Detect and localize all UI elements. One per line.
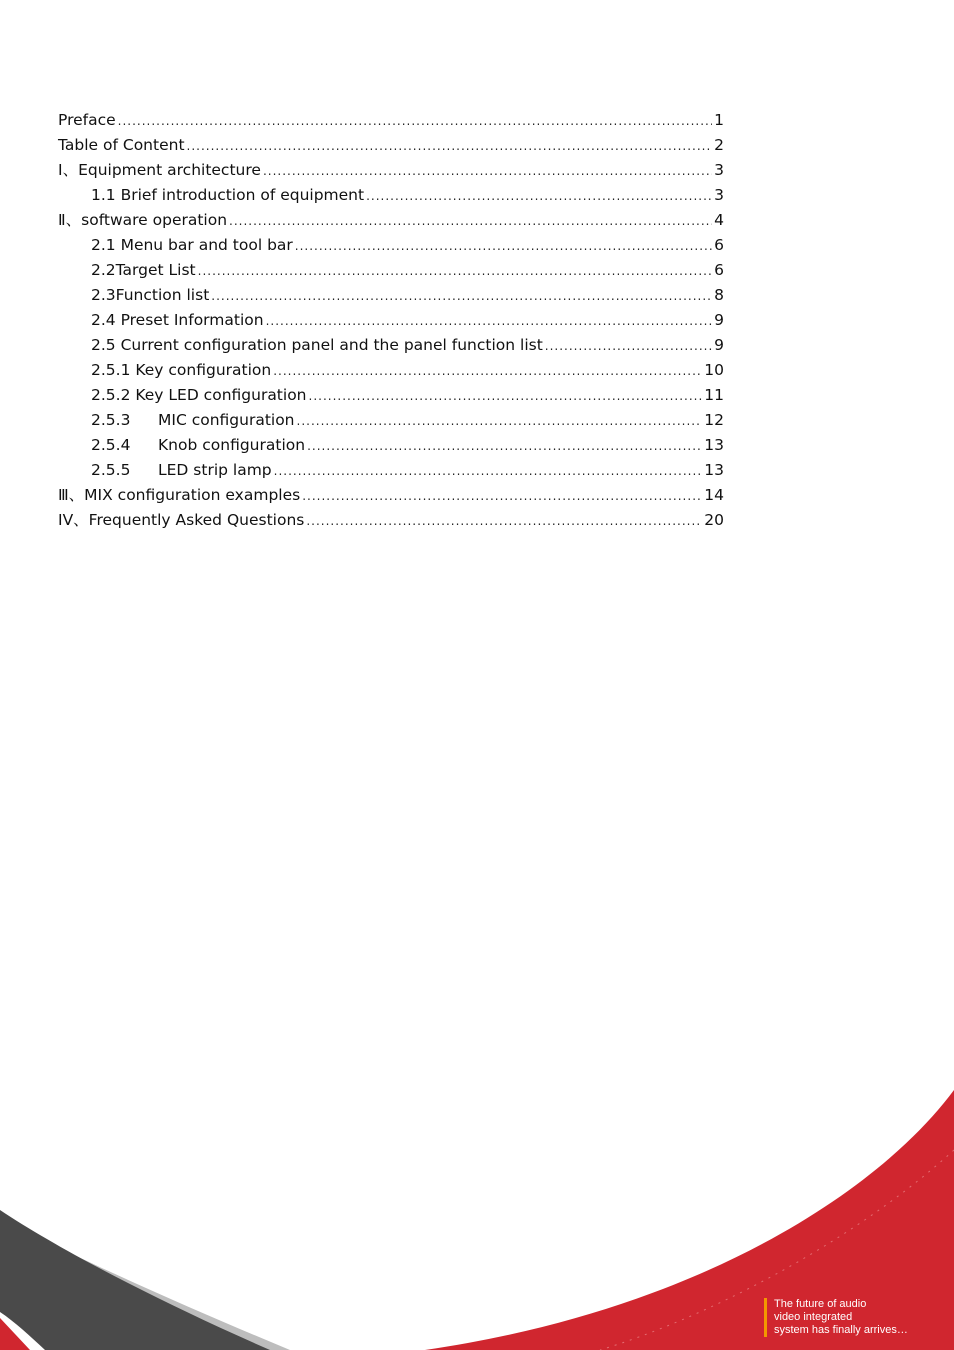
dot-leader xyxy=(266,309,713,334)
toc-label: Ⅰ、Equipment architecture xyxy=(58,161,261,179)
toc-label: 2.2Target List xyxy=(91,261,196,279)
dot-leader xyxy=(198,259,713,284)
toc-entry-equipment-architecture[interactable] xyxy=(58,158,724,183)
dot-leader xyxy=(297,409,703,434)
toc-page-number: 13 xyxy=(704,436,724,454)
toc-entry-brief-introduction[interactable] xyxy=(58,183,724,208)
dot-leader xyxy=(309,384,703,409)
toc-label xyxy=(91,408,295,433)
dot-leader xyxy=(366,184,712,209)
toc-entry-knob-configuration[interactable] xyxy=(58,433,724,458)
toc-page-number: 13 xyxy=(704,461,724,479)
toc-entry-preset-information[interactable] xyxy=(58,308,724,333)
toc-page-number: 1 xyxy=(714,111,724,129)
toc-label: 2.5.1 Key configuration xyxy=(91,361,272,379)
toc-label: 1.1 Brief introduction of equipment xyxy=(91,186,365,204)
toc-page-number: 11 xyxy=(704,386,724,404)
toc-section-number: 2.5.5 xyxy=(91,461,131,479)
toc-entry-key-led-configuration[interactable] xyxy=(58,383,724,408)
toc-label xyxy=(91,458,272,483)
dot-leader xyxy=(211,284,712,309)
toc-entry-menu-bar[interactable] xyxy=(58,233,724,258)
toc-entry-target-list[interactable] xyxy=(58,258,724,283)
toc-entry-table-of-content[interactable] xyxy=(58,133,724,158)
toc-label: 2.3Function list xyxy=(91,286,210,304)
toc-entry-software-operation[interactable] xyxy=(58,208,724,233)
toc-section-number: 2.5.4 xyxy=(91,436,131,454)
toc-label: 2.4 Preset Information xyxy=(91,311,264,329)
tagline-line-1: The future of audio xyxy=(774,1298,867,1310)
toc-page-number: 6 xyxy=(714,261,724,279)
toc-page-number: 3 xyxy=(714,186,724,204)
dot-leader xyxy=(187,134,713,159)
tagline-line-3: system has finally arrives… xyxy=(774,1324,908,1336)
toc-entry-mic-configuration[interactable] xyxy=(58,408,724,433)
toc-label: Preface xyxy=(58,111,116,129)
dot-leader xyxy=(118,109,712,134)
table-of-contents xyxy=(58,108,724,533)
toc-label-text: MIC configuration xyxy=(158,411,295,429)
dot-leader xyxy=(306,509,702,534)
toc-label: Ⅲ、MIX configuration examples xyxy=(58,486,301,504)
toc-entry-current-configuration-panel[interactable] xyxy=(58,333,724,358)
toc-page-number: 3 xyxy=(714,161,724,179)
toc-page-number: 14 xyxy=(704,486,724,504)
toc-page-number: 20 xyxy=(704,511,724,529)
dot-leader xyxy=(229,209,712,234)
toc-label: 2.1 Menu bar and tool bar xyxy=(91,236,293,254)
toc-entry-mix-configuration-examples[interactable] xyxy=(58,483,724,508)
toc-page-number: 6 xyxy=(714,236,724,254)
toc-page-number: 2 xyxy=(714,136,724,154)
toc-label: 2.5 Current configuration panel and the panel function list xyxy=(91,336,543,354)
toc-label xyxy=(91,433,305,458)
tagline-line-2: video integrated xyxy=(774,1311,853,1323)
toc-page-number: 10 xyxy=(704,361,724,379)
toc-entry-led-strip-lamp[interactable] xyxy=(58,458,724,483)
toc-page-number: 4 xyxy=(714,211,724,229)
toc-page-number: 9 xyxy=(714,311,724,329)
toc-page-number: 8 xyxy=(714,286,724,304)
dot-leader xyxy=(274,459,703,484)
toc-entry-function-list[interactable] xyxy=(58,283,724,308)
toc-label: 2.5.2 Key LED configuration xyxy=(91,386,307,404)
toc-entry-key-configuration[interactable] xyxy=(58,358,724,383)
dot-leader xyxy=(273,359,702,384)
toc-entry-preface[interactable] xyxy=(58,108,724,133)
dot-leader xyxy=(307,434,702,459)
dot-leader xyxy=(302,484,702,509)
footer-tagline xyxy=(764,1298,908,1337)
toc-label-text: LED strip lamp xyxy=(158,461,272,479)
toc-page-number: 9 xyxy=(714,336,724,354)
dot-leader xyxy=(263,159,712,184)
toc-page-number: 12 xyxy=(704,411,724,429)
toc-label-text: Knob configuration xyxy=(158,436,306,454)
toc-section-number: 2.5.3 xyxy=(91,411,131,429)
toc-label: IV、Frequently Asked Questions xyxy=(58,511,305,529)
toc-entry-faq[interactable] xyxy=(58,508,724,533)
toc-label: Table of Content xyxy=(58,136,185,154)
dot-leader xyxy=(295,234,712,259)
toc-label: Ⅱ、software operation xyxy=(58,211,228,229)
dot-leader xyxy=(545,334,712,359)
